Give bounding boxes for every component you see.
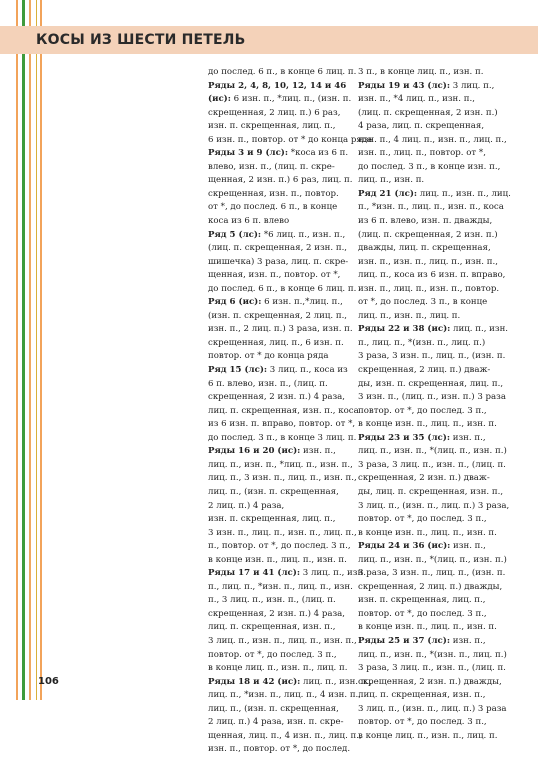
row-text: 3 раза, 3 лиц. п., изн. п., (лиц. п. [358, 459, 506, 470]
row-text: скрещенная, 2 изн. п.) дваж- [358, 473, 490, 484]
row-text: в конце изн. п., лиц. п., изн. п. [208, 554, 347, 565]
text-line [208, 676, 372, 690]
text-line [358, 513, 500, 527]
row-text: в конце изн. п., лиц. п., изн. п. [358, 622, 497, 633]
text-line [208, 337, 350, 351]
text-line [208, 472, 357, 486]
row-text: щенная, изн. п., повтор. от *, [208, 270, 341, 281]
text-line [208, 703, 350, 717]
row-text: лиц. п., изн. п., [300, 676, 372, 687]
text-line [358, 283, 500, 297]
row-text: в конце лиц. п., изн. п., лиц. п. [208, 663, 348, 674]
text-line [358, 567, 506, 581]
text-line [358, 472, 500, 486]
row-heading: Ряды 3 и 9 (лс): [208, 148, 289, 159]
text-line [208, 147, 350, 161]
text-line [208, 689, 362, 703]
row-text: лиц. п. скрещенная, изн. п., коса [208, 405, 359, 416]
row-text: 6 п. влево, изн. п., (лиц. п. [208, 378, 328, 389]
row-text: из 6 изн. п. вправо, повтор. от *, [208, 419, 356, 430]
row-text: лиц. п., изн. [450, 324, 509, 335]
text-line [208, 201, 350, 215]
page-title: КОСЫ ИЗ ШЕСТИ ПЕТЕЛЬ [36, 32, 246, 48]
text-line [208, 418, 356, 432]
text-line [358, 500, 510, 514]
row-text: скрещенная, 2 изн. п.) дважды, [358, 676, 502, 687]
row-heading: Ряд 5 (лс): [208, 229, 262, 240]
text-line [208, 500, 350, 514]
row-heading: Ряды 2, 4, 8, 10, 12, 14 и 46 [208, 80, 347, 91]
row-heading: Ряды 25 и 37 (лс): [358, 635, 451, 646]
text-line [358, 269, 506, 283]
text-line [208, 594, 350, 608]
text-line [358, 716, 500, 730]
row-text: (изн. п. скрещенная, 2 лиц. п., [208, 310, 348, 321]
text-line [358, 188, 511, 202]
row-text: ды, изн. п. скрещенная, лиц. п., [358, 378, 504, 389]
row-text: ды, лиц. п. скрещенная, изн. п., [358, 486, 504, 497]
page-number: 106 [38, 676, 59, 687]
row-text: до послед. 3 п., в конце 3 лиц. п. [208, 432, 357, 443]
row-heading: Ряды 22 и 38 (ис): [358, 324, 451, 335]
row-heading: Ряды 24 и 36 (ис): [358, 541, 451, 552]
row-text: п., лиц. п., *(изн. п., лиц. п.) [358, 337, 486, 348]
row-text: лиц. п., 3 изн. п., лиц. п., изн. п., [208, 473, 357, 484]
text-column-right [358, 66, 511, 743]
text-line [358, 594, 500, 608]
text-line [358, 635, 500, 649]
row-text: до послед. 3 п., в конце изн. п., [358, 161, 501, 172]
text-line [358, 201, 504, 215]
row-heading: Ряд 6 (ис): [208, 297, 262, 308]
text-line [358, 174, 500, 188]
row-text: изн. п., повтор. от *, до послед. [208, 744, 351, 755]
text-line [358, 242, 500, 256]
text-line [358, 621, 500, 635]
row-text: повтор. от *, до послед. 3 п., [358, 717, 487, 728]
row-text: 6 изн. п.,*лиц. п., [261, 297, 343, 308]
row-text: изн. п., лиц. п., повтор. от *, [358, 148, 486, 159]
text-line [208, 256, 350, 270]
text-line [358, 296, 500, 310]
row-text: лиц. п., изн. п., *лиц. п., изн. п., [208, 459, 353, 470]
row-text: лиц. п., (изн. п. скрещенная, [208, 486, 339, 497]
text-line [208, 567, 366, 581]
decorative-stripe [40, 0, 42, 700]
text-line [208, 635, 357, 649]
row-text: изн. п., *4 лиц. п., изн. п., [358, 94, 475, 105]
text-line [208, 174, 353, 188]
text-line [208, 432, 357, 446]
row-heading: Ряды 19 и 43 (лс): [358, 80, 451, 91]
text-line [208, 80, 350, 94]
row-text: 3 лиц. п., (изн. п., лиц. п.) 3 раза [358, 703, 507, 714]
row-text: 6 изн. п., *лиц. п., (изн. п. [230, 94, 352, 105]
row-text: до послед. 6 п., в конце 6 лиц. п. [208, 67, 357, 77]
row-heading: Ряды 18 и 42 (ис): [208, 676, 301, 687]
row-heading: Ряды 17 и 41 (лс): [208, 568, 301, 579]
decorative-stripe [36, 0, 37, 700]
text-line [358, 418, 500, 432]
row-text: изн. п., лиц. п., изн. п., повтор. [358, 283, 500, 294]
row-text: 3 раза, 3 лиц. п., изн. п., (лиц. п. [358, 663, 506, 674]
text-line [358, 689, 500, 703]
row-text: лиц. п. скрещенная, изн. п., [358, 690, 486, 701]
row-text: изн. п. скрещенная, лиц. п., [208, 514, 336, 525]
text-line [358, 391, 506, 405]
row-text: лиц. п., изн. п., *(лиц. п., изн. п.) [358, 554, 507, 565]
text-line [208, 161, 350, 175]
text-line [358, 256, 500, 270]
text-line [208, 649, 350, 663]
row-heading: Ряд 15 (лс): [208, 365, 268, 376]
row-text: лиц. п., коса из 6 изн. п. вправо, [358, 270, 506, 281]
text-line [358, 378, 504, 392]
row-text: повтор. от *, до послед. 3 п., [358, 608, 487, 619]
row-text: 3 лиц. п., коса из [267, 365, 348, 376]
text-line [358, 432, 500, 446]
text-line [358, 608, 500, 622]
row-text: из 6 п. влево, изн. п. дважды, [358, 216, 493, 227]
row-text: (лиц. п. скрещенная, 2 изн. п., [208, 243, 348, 254]
text-line [208, 540, 350, 554]
text-line [208, 716, 350, 730]
text-line [208, 364, 350, 378]
row-text: скрещенная, изн. п., повтор. [208, 188, 339, 199]
text-line [358, 445, 507, 459]
text-line [358, 161, 500, 175]
row-text: лиц. п. скрещенная, изн. п., [208, 622, 336, 633]
row-text: коса из 6 п. влево [208, 216, 290, 227]
row-text: 3 изн. п., лиц. п., изн. п., лиц. п., [208, 527, 357, 538]
row-text: *6 лиц. п., изн. п., [261, 229, 346, 240]
text-line [358, 337, 500, 351]
row-text: 3 п., в конце лиц. п., изн. п. [358, 67, 484, 77]
row-text: изн. п., 2 лиц. п.) 3 раза, изн. п. [208, 324, 353, 335]
row-text: шишечка) 3 раза, лиц. п. скре- [208, 256, 349, 267]
row-text: в конце лиц. п., изн. п., лиц. п. [358, 730, 498, 741]
row-text: 2 лиц. п.) 4 раза, изн. п. скре- [208, 717, 344, 728]
row-text: п., *изн. п., лиц. п., изн. п., коса [358, 202, 504, 213]
row-heading: (ис): [208, 94, 231, 105]
row-text: от *, до послед. 3 п., в конце [358, 297, 488, 308]
text-line [208, 378, 350, 392]
text-line [358, 540, 500, 554]
text-line [208, 608, 350, 622]
row-text: скрещенная, 2 лиц. п.) дважды, [358, 581, 503, 592]
row-text: в конце изн. п., лиц. п., изн. п. [358, 419, 497, 430]
text-line [358, 147, 500, 161]
row-text: щенная, лиц. п., 4 изн. п., лиц. п., [208, 730, 362, 741]
text-line [208, 527, 357, 541]
text-line [358, 323, 509, 337]
row-text: п., лиц. п., *изн. п., лиц. п., изн. [208, 581, 353, 592]
text-line [208, 229, 350, 243]
text-line [208, 513, 350, 527]
text-line [358, 80, 500, 94]
row-text: 2 лиц. п.) 4 раза, [208, 500, 285, 511]
text-column-left [208, 66, 373, 757]
text-line [208, 269, 350, 283]
text-line [208, 120, 350, 134]
text-line [208, 350, 350, 364]
row-text: изн. п., изн. п., лиц. п., изн. п., [358, 256, 498, 267]
row-text: п., 3 лиц. п., изн. п., (лиц. п. [208, 595, 336, 606]
text-line [208, 581, 353, 595]
row-text: скрещенная, лиц. п., 6 изн. п. [208, 337, 344, 348]
text-line [208, 459, 353, 473]
text-line [358, 486, 504, 500]
row-text: изн. п., [450, 541, 486, 552]
row-text: изн. п., [450, 635, 486, 646]
text-line [208, 554, 350, 568]
row-text: влево, изн. п., (лиц. п. скре- [208, 161, 335, 172]
decorative-stripe [16, 0, 18, 700]
row-text: лиц. п., (изн. п. скрещенная, [208, 703, 339, 714]
row-text: скрещенная, 2 изн. п.) 4 раза, [208, 392, 346, 403]
row-text: лиц. п., изн. п., лиц. п. [358, 310, 461, 321]
text-line [208, 486, 350, 500]
row-text: скрещенная, 2 изн. п.) 4 раза, [208, 608, 346, 619]
text-line [358, 364, 500, 378]
row-text: повтор. от *, до послед. 3 п., [208, 649, 337, 660]
text-line [358, 527, 500, 541]
row-heading: Ряд 21 (лс): [358, 188, 418, 199]
row-text: 6 изн. п., повтор. от * до конца ряда [208, 134, 373, 145]
text-line [358, 649, 507, 663]
text-line [358, 215, 500, 229]
row-text: изн. п., 4 лиц. п., изн. п., лиц. п., [358, 134, 507, 145]
row-text: 4 раза, лиц. п. скрещенная, [358, 121, 485, 132]
row-text: п., повтор. от *, до послед. 3 п., [208, 541, 351, 552]
row-text: лиц. п., изн. п., лиц. [417, 188, 511, 199]
text-line [358, 459, 506, 473]
text-line [358, 730, 500, 744]
text-line [208, 188, 350, 202]
text-line [208, 621, 350, 635]
row-text: *коса из 6 п. [288, 148, 349, 159]
text-line [208, 296, 350, 310]
text-line [358, 676, 500, 690]
row-text: 3 лиц. п., изн. [300, 568, 366, 579]
row-text: лиц. п., изн. п., *(изн. п., лиц. п.) [358, 649, 507, 660]
text-line [208, 310, 350, 324]
row-text: лиц. п., изн. п., *(лиц. п., изн. п.) [358, 446, 507, 457]
row-text: 3 раза, 3 изн. п., лиц. п., (изн. п. [358, 351, 506, 362]
row-text: изн. п. скрещенная, лиц. п., [208, 121, 336, 132]
row-text: изн. п., [450, 432, 486, 443]
text-line [358, 229, 500, 243]
text-line [208, 662, 350, 676]
text-line [208, 391, 350, 405]
text-line [358, 93, 500, 107]
text-line [358, 554, 507, 568]
text-line [208, 215, 350, 229]
text-line [358, 581, 503, 595]
text-line [208, 107, 350, 121]
row-text: 3 раза, 3 изн. п., лиц. п., (изн. п. [358, 568, 506, 579]
text-line [208, 283, 357, 297]
row-text: скрещенная, 2 лиц. п.) 6 раз, [208, 107, 341, 118]
text-line [208, 445, 350, 459]
text-line [358, 703, 507, 717]
text-line [208, 134, 373, 148]
text-line [208, 730, 362, 744]
row-text: 3 изн. п., (лиц. п., изн. п.) 3 раза [358, 392, 506, 403]
row-text: лиц. п., изн. п. [358, 175, 425, 186]
text-line [358, 120, 500, 134]
row-text: (лиц. п. скрещенная, 2 изн. п.) [358, 107, 498, 118]
row-text: повтор. от *, до послед. 3 п., [358, 514, 487, 525]
text-line [358, 134, 507, 148]
text-line [208, 743, 350, 757]
row-text: 3 лиц. п., [450, 80, 495, 91]
row-heading: Ряды 23 и 35 (лс): [358, 432, 451, 443]
decorative-stripe [29, 0, 31, 700]
text-line [208, 242, 350, 256]
text-line [208, 323, 353, 337]
text-line [208, 66, 357, 80]
row-text: от *, до послед. 6 п., в конце [208, 202, 338, 213]
row-text: повтор. от *, до послед. 3 п., [358, 405, 487, 416]
row-text: 3 лиц. п., изн. п., лиц. п., изн. п., [208, 635, 357, 646]
row-text: лиц. п., *изн. п., лиц. п., 4 изн. п., [208, 690, 362, 701]
row-text: в конце изн. п., лиц. п., изн. п. [358, 527, 497, 538]
row-text: 3 лиц. п., (изн. п., лиц. п.) 3 раза, [358, 500, 510, 511]
row-text: дважды, лиц. п. скрещенная, [358, 243, 491, 254]
row-heading: Ряды 16 и 20 (ис): [208, 446, 301, 457]
row-text: повтор. от * до конца ряда [208, 351, 329, 362]
text-line [208, 405, 359, 419]
row-text: скрещенная, 2 лиц. п.) дваж- [358, 365, 491, 376]
text-line [358, 350, 506, 364]
row-text: изн. п. скрещенная, лиц. п., [358, 595, 486, 606]
text-line [358, 310, 500, 324]
text-line [358, 405, 500, 419]
text-line [208, 93, 350, 107]
decorative-stripe [22, 0, 25, 700]
row-text: щенная, 2 изн. п.) 6 раз, лиц. п. [208, 175, 353, 186]
text-line [358, 107, 500, 121]
text-line [358, 662, 506, 676]
row-text: изн. п., [300, 446, 336, 457]
row-text: (лиц. п. скрещенная, 2 изн. п.) [358, 229, 498, 240]
row-text: до послед. 6 п., в конце 6 лиц. п. [208, 283, 357, 294]
text-line [358, 66, 500, 80]
